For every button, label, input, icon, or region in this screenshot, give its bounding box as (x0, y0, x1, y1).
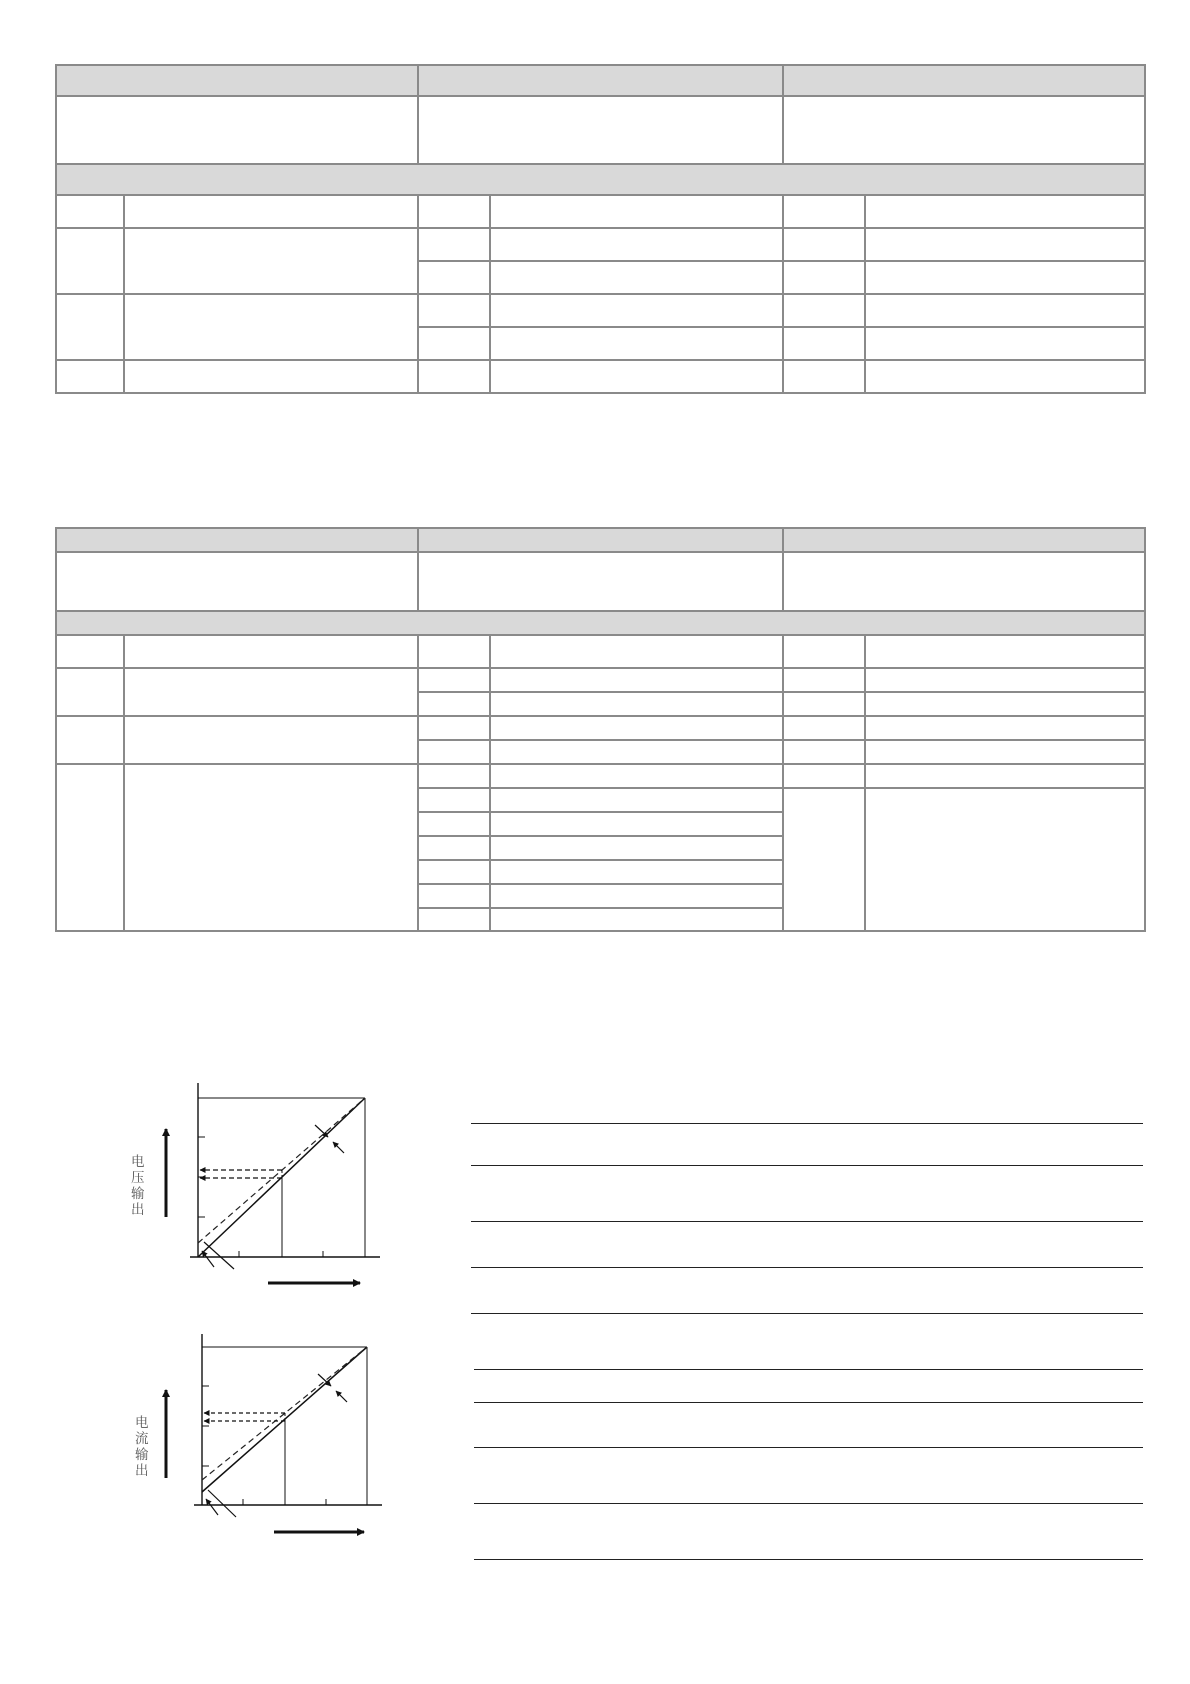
table-cell (124, 294, 418, 360)
header-cell (418, 528, 783, 552)
y-axis-label-char: 出 (135, 1463, 149, 1479)
table-cell (490, 195, 783, 228)
table-row (56, 294, 1145, 327)
table-cell (865, 360, 1145, 393)
y-axis-label-char: 输 (135, 1447, 149, 1463)
table-cell (418, 294, 490, 327)
table-cell (865, 668, 1145, 692)
table-cell (418, 96, 783, 164)
table-cell (418, 836, 490, 860)
table-cell (56, 552, 418, 611)
table-cell (865, 716, 1145, 740)
table-cell (865, 294, 1145, 327)
table-cell (783, 294, 865, 327)
table-cell (783, 96, 1145, 164)
table-cell (865, 740, 1145, 764)
table-cell (418, 261, 490, 294)
table-cell (56, 668, 124, 716)
y-axis-label-char: 输 (131, 1186, 145, 1202)
table-cell (418, 812, 490, 836)
table-cell (418, 716, 490, 740)
table-cell (490, 740, 783, 764)
table-cell (124, 195, 418, 228)
table-cell (490, 884, 783, 908)
voltage-output-diagram (110, 1075, 390, 1300)
table-cell (56, 716, 124, 764)
table-cell (783, 716, 865, 740)
table-cell (490, 716, 783, 740)
table-cell (490, 764, 783, 788)
table-cell (490, 261, 783, 294)
table-header-row (56, 65, 1145, 96)
table-cell (865, 228, 1145, 261)
table-cell (418, 360, 490, 393)
table-cell (783, 788, 865, 931)
table-cell (865, 327, 1145, 360)
table-cell (490, 788, 783, 812)
table-cell (124, 228, 418, 294)
table-cell (418, 908, 490, 931)
text-row-divider (474, 1447, 1143, 1448)
table-cell (865, 764, 1145, 788)
offset-error-arrow (206, 1499, 218, 1515)
table-row (56, 228, 1145, 261)
table-cell (490, 635, 783, 668)
y-axis-label-char: 流 (135, 1431, 149, 1447)
text-row-divider (471, 1221, 1143, 1222)
offset-error-line (208, 1490, 236, 1517)
table-cell (124, 716, 418, 764)
table-cell (56, 96, 418, 164)
header-cell (418, 65, 783, 96)
table-cell (418, 860, 490, 884)
offset-error-line (204, 1242, 234, 1269)
table-cell (490, 294, 783, 327)
table-cell (783, 740, 865, 764)
table-cell (865, 635, 1145, 668)
table-cell (124, 668, 418, 716)
table-cell (418, 668, 490, 692)
header-cell (783, 528, 1145, 552)
text-row-divider (474, 1503, 1143, 1504)
y-axis-label-char: 电 (135, 1415, 149, 1431)
table-row (56, 764, 1145, 788)
gain-error-arrow (336, 1391, 347, 1402)
table-header-row (56, 528, 1145, 552)
text-row-divider (471, 1267, 1143, 1268)
text-row-divider (471, 1165, 1143, 1166)
table-cell (418, 764, 490, 788)
spec-table-1 (55, 64, 1146, 394)
table-cell (783, 552, 1145, 611)
table-cell (124, 764, 418, 931)
table-cell (418, 195, 490, 228)
table-cell (490, 908, 783, 931)
table-cell (865, 261, 1145, 294)
offset-error-arrow (202, 1251, 214, 1267)
table-cell (865, 788, 1145, 931)
header-cell (56, 528, 418, 552)
table-cell (783, 261, 865, 294)
table-cell (418, 327, 490, 360)
section-row (56, 164, 1145, 195)
text-row-divider (474, 1402, 1143, 1403)
table-cell (490, 228, 783, 261)
y-axis-label-char: 电 (131, 1154, 145, 1170)
text-row-divider (474, 1369, 1143, 1370)
table-cell (418, 552, 783, 611)
table-cell (783, 764, 865, 788)
table-cell (56, 294, 124, 360)
table-row (56, 635, 1145, 668)
y-axis-label-char: 压 (131, 1170, 145, 1186)
table-cell (418, 884, 490, 908)
table-row (56, 360, 1145, 393)
table-cell (124, 360, 418, 393)
table-cell (418, 228, 490, 261)
table-cell (783, 360, 865, 393)
table-cell (418, 740, 490, 764)
header-cell (783, 65, 1145, 96)
text-row-divider (471, 1123, 1143, 1124)
table-cell (490, 327, 783, 360)
table-row (56, 195, 1145, 228)
table-cell (783, 692, 865, 716)
table-cell (56, 764, 124, 931)
table-cell (865, 195, 1145, 228)
header-cell (56, 65, 418, 96)
table-cell (56, 228, 124, 294)
section-cell (56, 164, 1145, 195)
table-cell (418, 635, 490, 668)
table-cell (490, 668, 783, 692)
section-cell (56, 611, 1145, 635)
table-cell (865, 692, 1145, 716)
table-cell (490, 836, 783, 860)
table-row (56, 668, 1145, 692)
table-cell (783, 668, 865, 692)
table-cell (783, 327, 865, 360)
table-cell (56, 360, 124, 393)
table-cell (56, 195, 124, 228)
current-output-diagram (110, 1327, 390, 1552)
table-cell (490, 692, 783, 716)
y-axis-label-char: 出 (131, 1202, 145, 1218)
table-cell (124, 635, 418, 668)
table-row (56, 96, 1145, 164)
table-cell (783, 228, 865, 261)
table-cell (490, 812, 783, 836)
text-row-divider (474, 1559, 1143, 1560)
spec-table-2 (55, 527, 1146, 932)
table-cell (783, 195, 865, 228)
table-cell (56, 635, 124, 668)
table-cell (418, 692, 490, 716)
text-row-divider (471, 1313, 1143, 1314)
table-cell (490, 860, 783, 884)
table-row (56, 716, 1145, 740)
table-cell (418, 788, 490, 812)
table-cell (783, 635, 865, 668)
gain-error-arrow (333, 1142, 344, 1153)
section-row (56, 611, 1145, 635)
table-cell (490, 360, 783, 393)
table-row (56, 552, 1145, 611)
